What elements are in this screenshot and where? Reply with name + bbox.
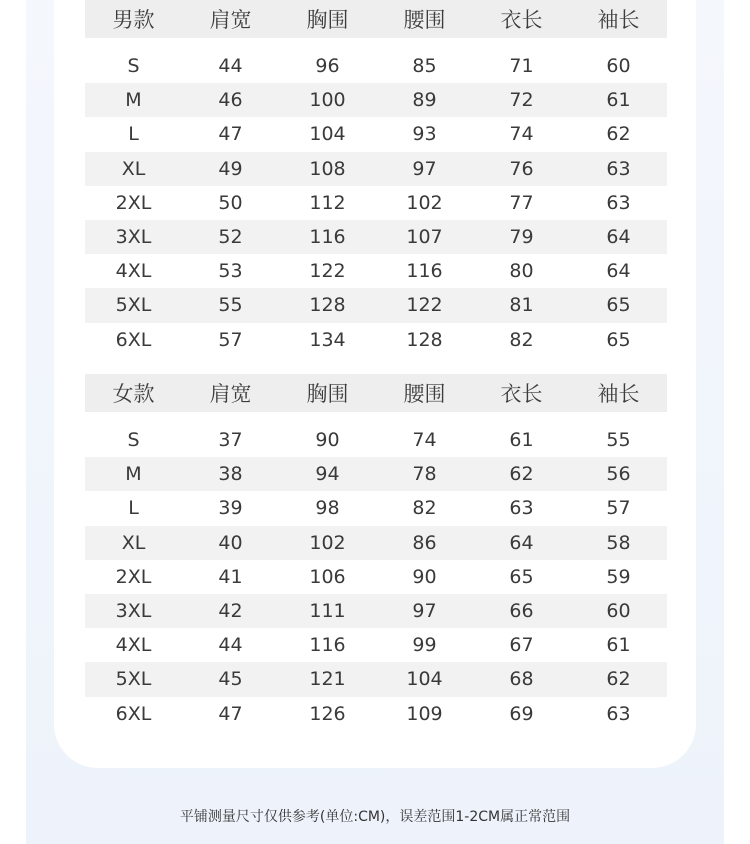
measurement-cell: 67 (509, 634, 534, 657)
measurement-cell: 72 (509, 89, 534, 112)
women-table-header (85, 374, 667, 412)
measurement-cell: 40 (218, 531, 243, 554)
women-size-table (85, 374, 667, 731)
measurement-cell: 53 (218, 260, 243, 283)
women-table-rows (85, 423, 667, 731)
table-row (85, 526, 667, 560)
size-label-cell: M (125, 463, 142, 486)
measurement-cell: 85 (412, 55, 437, 78)
measurement-cell: 122 (309, 260, 346, 283)
measurement-cell: 79 (509, 226, 534, 249)
size-label-cell: 4XL (115, 634, 152, 657)
measurement-cell: 62 (606, 668, 631, 691)
size-label-cell: 2XL (115, 565, 152, 588)
measurement-cell: 89 (412, 89, 437, 112)
measurement-cell: 94 (315, 463, 340, 486)
table-row (85, 220, 667, 254)
size-label-cell: 6XL (115, 328, 152, 351)
measurement-cell: 39 (218, 497, 243, 520)
measurement-cell: 41 (218, 565, 243, 588)
measurement-cell: 65 (606, 294, 631, 317)
table-row (85, 152, 667, 186)
table-row (85, 491, 667, 525)
table-row (85, 323, 667, 357)
men-size-table (85, 0, 667, 357)
measurement-cell: 90 (315, 429, 340, 452)
header-cell: 男款 (112, 8, 155, 32)
measurement-cell: 82 (509, 328, 534, 351)
size-label-cell: S (127, 55, 140, 78)
measurement-cell: 64 (606, 260, 631, 283)
header-cell: 腰围 (403, 382, 446, 406)
measurement-cell: 98 (315, 497, 340, 520)
header-cell: 袖长 (597, 382, 640, 406)
measurement-cell: 134 (309, 328, 346, 351)
measurement-cell: 63 (509, 497, 534, 520)
measurement-cell: 47 (218, 123, 243, 146)
men-table-header (85, 0, 667, 38)
measurement-cell: 128 (406, 328, 443, 351)
measurement-cell: 116 (406, 260, 443, 283)
measurement-cell: 63 (606, 702, 631, 725)
measurement-cell: 116 (309, 634, 346, 657)
measurement-cell: 128 (309, 294, 346, 317)
measurement-cell: 76 (509, 157, 534, 180)
header-cell: 衣长 (500, 382, 543, 406)
measurement-cell: 55 (606, 429, 631, 452)
measurement-cell: 82 (412, 497, 437, 520)
measurement-cell: 93 (412, 123, 437, 146)
measurement-cell: 80 (509, 260, 534, 283)
table-row (85, 49, 667, 83)
measurement-cell: 74 (509, 123, 534, 146)
measurement-cell: 104 (309, 123, 346, 146)
measurement-cell: 97 (412, 600, 437, 623)
measurement-cell: 61 (606, 634, 631, 657)
size-label-cell: 3XL (115, 226, 152, 249)
size-label-cell: 5XL (115, 294, 152, 317)
measurement-cell: 65 (509, 565, 534, 588)
measurement-cell: 55 (218, 294, 243, 317)
measurement-cell: 69 (509, 702, 534, 725)
measurement-cell: 78 (412, 463, 437, 486)
size-label-cell: M (125, 89, 142, 112)
measurement-cell: 62 (606, 123, 631, 146)
measurement-cell: 107 (406, 226, 443, 249)
measurement-cell: 104 (406, 668, 443, 691)
measurement-cell: 37 (218, 429, 243, 452)
measurement-cell: 66 (509, 600, 534, 623)
measurement-cell: 116 (309, 226, 346, 249)
measurement-cell: 63 (606, 191, 631, 214)
measurement-cell: 121 (309, 668, 346, 691)
size-label-cell: XL (121, 531, 146, 554)
measurement-cell: 71 (509, 55, 534, 78)
measurement-cell: 42 (218, 600, 243, 623)
size-label-cell: 6XL (115, 702, 152, 725)
measurement-cell: 102 (406, 191, 443, 214)
measurement-cell: 47 (218, 702, 243, 725)
size-label-cell: 4XL (115, 260, 152, 283)
measurement-cell: 58 (606, 531, 631, 554)
measurement-cell: 63 (606, 157, 631, 180)
table-row (85, 288, 667, 322)
header-cell: 腰围 (403, 8, 446, 32)
measurement-note: 平铺测量尺寸仅供参考(单位:CM)，误差范围1-2CM属正常范围 (179, 809, 571, 825)
table-row (85, 117, 667, 151)
size-label-cell: 2XL (115, 191, 152, 214)
measurement-cell: 65 (606, 328, 631, 351)
measurement-cell: 52 (218, 226, 243, 249)
header-cell: 胸围 (306, 382, 349, 406)
measurement-cell: 108 (309, 157, 346, 180)
size-label-cell: L (128, 123, 139, 146)
table-row (85, 83, 667, 117)
measurement-cell: 77 (509, 191, 534, 214)
measurement-cell: 86 (412, 531, 437, 554)
measurement-cell: 60 (606, 55, 631, 78)
measurement-cell: 61 (509, 429, 534, 452)
measurement-cell: 62 (509, 463, 534, 486)
table-row (85, 662, 667, 696)
measurement-cell: 74 (412, 429, 437, 452)
measurement-cell: 99 (412, 634, 437, 657)
table-row (85, 254, 667, 288)
measurement-cell: 102 (309, 531, 346, 554)
table-row (85, 594, 667, 628)
measurement-cell: 61 (606, 89, 631, 112)
measurement-cell: 90 (412, 565, 437, 588)
header-cell: 女款 (112, 382, 155, 406)
measurement-cell: 112 (309, 191, 346, 214)
measurement-cell: 109 (406, 702, 443, 725)
measurement-cell: 126 (309, 702, 346, 725)
header-cell: 肩宽 (209, 382, 252, 406)
men-table-rows (85, 49, 667, 357)
size-label-cell: S (127, 429, 140, 452)
measurement-cell: 50 (218, 191, 243, 214)
measurement-cell: 59 (606, 565, 631, 588)
size-label-cell: L (128, 497, 139, 520)
measurement-cell: 45 (218, 668, 243, 691)
measurement-cell: 106 (309, 565, 346, 588)
table-row (85, 628, 667, 662)
measurement-cell: 111 (309, 600, 346, 623)
table-row (85, 697, 667, 731)
size-label-cell: 5XL (115, 668, 152, 691)
measurement-cell: 57 (218, 328, 243, 351)
measurement-cell: 44 (218, 634, 243, 657)
measurement-cell: 122 (406, 294, 443, 317)
measurement-cell: 64 (509, 531, 534, 554)
measurement-cell: 68 (509, 668, 534, 691)
measurement-cell: 96 (315, 55, 340, 78)
table-row (85, 560, 667, 594)
measurement-cell: 60 (606, 600, 631, 623)
measurement-cell: 100 (309, 89, 346, 112)
measurement-cell: 49 (218, 157, 243, 180)
table-row (85, 423, 667, 457)
table-row (85, 186, 667, 220)
measurement-cell: 56 (606, 463, 631, 486)
measurement-cell: 38 (218, 463, 243, 486)
table-row (85, 457, 667, 491)
measurement-cell: 57 (606, 497, 631, 520)
size-label-cell: XL (121, 157, 146, 180)
header-cell: 肩宽 (209, 8, 252, 32)
measurement-cell: 64 (606, 226, 631, 249)
header-cell: 袖长 (597, 8, 640, 32)
size-label-cell: 3XL (115, 600, 152, 623)
header-cell: 衣长 (500, 8, 543, 32)
measurement-cell: 46 (218, 89, 243, 112)
measurement-cell: 97 (412, 157, 437, 180)
measurement-cell: 44 (218, 55, 243, 78)
header-cell: 胸围 (306, 8, 349, 32)
measurement-cell: 81 (509, 294, 534, 317)
